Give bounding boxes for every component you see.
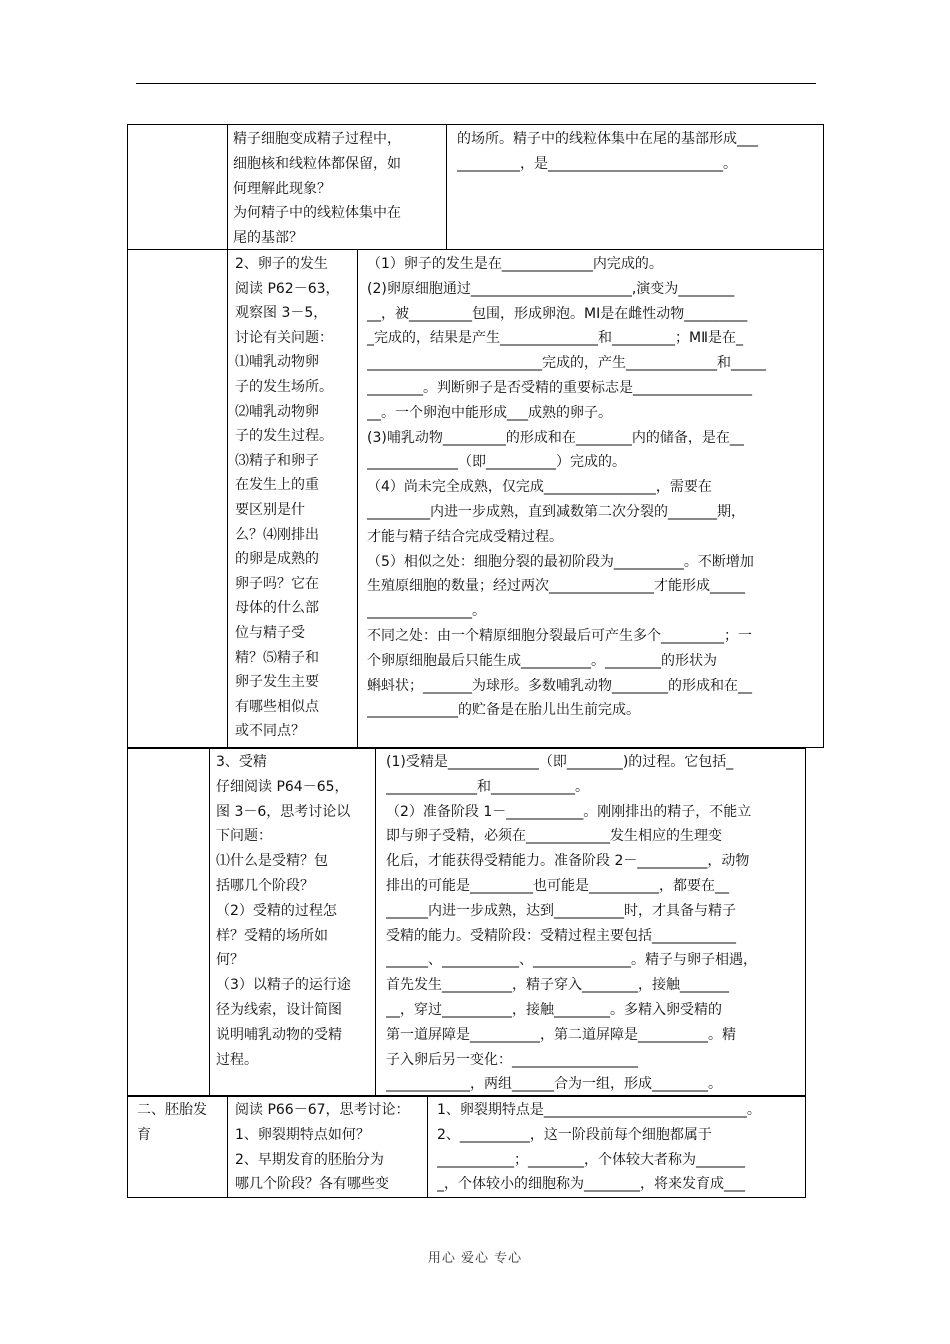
- row-3-answer: (1)受精是_____________（即________)的过程。它包括_ _____________和____________。 （2）准备阶段 1－___________。刚刚排出的精子，不能立 即与卵子受精，必须在____________发生相应的生理变 化后，才能获得受精能力。准备阶段 2－__________，动物 排出的可能是_________也可能是__________，都要在__ ______内进一步成熟，达到__________时，才具备与精子 受精的能力。受精阶段：受精过程主要包括____________ ______、___________、______________。精子与卵子相遇， 首先发生__________，精子穿入________，接触_______ __，穿过__________，接触________。多精入卵受精的 第一道屏障是__________，第二道屏障是__________。精 子入卵后另一变化：__________________ ____________，两组______合为一组，形成________。: [386, 754, 757, 1093]
- row-4-answer: 1、卵裂期特点是_____________________________。 2、__________，这一阶段前每个细胞都属于 ___________；________，个体较大者称为_______ _，个体较小的细胞称为________，将来发育成___: [437, 1102, 761, 1193]
- page-footer: 用心 爱心 专心: [427, 1251, 523, 1266]
- row-4-divider-b: [427, 1096, 428, 1198]
- row-1-divider-a: [227, 124, 228, 250]
- row-2-divider-b: [357, 249, 358, 748]
- row-3-divider-b: [375, 748, 376, 1096]
- row-2-divider-a: [227, 249, 228, 748]
- row-1-answer: 的场所。精子中的线粒体集中在尾的基部形成___ _________，是_________________________。: [457, 131, 758, 172]
- header-rule: [136, 83, 816, 84]
- row-4-topic: 二、胚胎发 育: [137, 1102, 207, 1143]
- row-3-question: 3、受精 仔细阅读 P64－65， 图 3－6，思考讨论以 下问题： ⑴什么是受精？包 括哪几个阶段？ （2）受精的过程怎 样？受精的场所如 何？ （3）以精子的运行途 径为线索，设计简图 说明哺乳动物的受精 过程。: [216, 754, 351, 1068]
- row-1-divider-b: [446, 124, 447, 250]
- row-2-question: 2、卵子的发生 阅读 P62－63， 观察图 3－5， 讨论有关问题： ⑴哺乳动物卵 子的发生场所。 ⑵哺乳动物卵 子的发生过程。 ⑶精子和卵子 在发生上的重 要区别是什 么？⑷刚排出 的卵是成熟的 卵子吗？它在 母体的什么部 位与精子受 精？⑸精子和 卵子发生主要 有哪些相似点 或不同点？: [235, 256, 340, 740]
- row-2-answer: （1）卵子的发生是在_____________内完成的。 (2)卵原细胞通过_______________________,演变为________ __，被_________包围，形成卵泡。MⅠ是在雌性动物_________ _完成的，结果是产生______________和_________；MⅡ是在_ _________________________完成的，产生_____________和_____ ________。判断卵子是否受精的重要标志是_________________ __。一个卵泡中能形成___成熟的卵子。 (3)哺乳动物_________的形成和在________内的储备，是在__ _____________（即__________）完成的。 （4）尚未完全成熟，仅完成________________，需要在 _________内进一步成熟，直到减数第二次分裂的_______期， 才能与精子结合完成受精过程。 （5）相似之处：细胞分裂的最初阶段为__________。不断增加 生殖原细胞的数量；经过两次_______________才能形成_____ _______________。 不同之处：由一个精原细胞分裂最后可产生多个_________；一 个卵原细胞最后只能生成__________。________的形状为 蝌蚪状；_______为球形。多数哺乳动物________的形成和在__ _____________的贮备是在胎儿出生前完成。: [367, 256, 766, 719]
- row-3-divider-a: [209, 748, 210, 1096]
- row-1-question: 精子细胞变成精子过程中， 细胞核和线粒体都保留，如 何理解此现象？ 为何精子中的线粒体集中在 尾的基部？: [233, 131, 401, 247]
- row-4-question: 阅读 P66－67，思考讨论： 1、卵裂期特点如何？ 2、早期发育的胚胎分为 哪几个阶段？各有哪些变: [235, 1102, 410, 1193]
- row-4-divider-a: [227, 1096, 228, 1198]
